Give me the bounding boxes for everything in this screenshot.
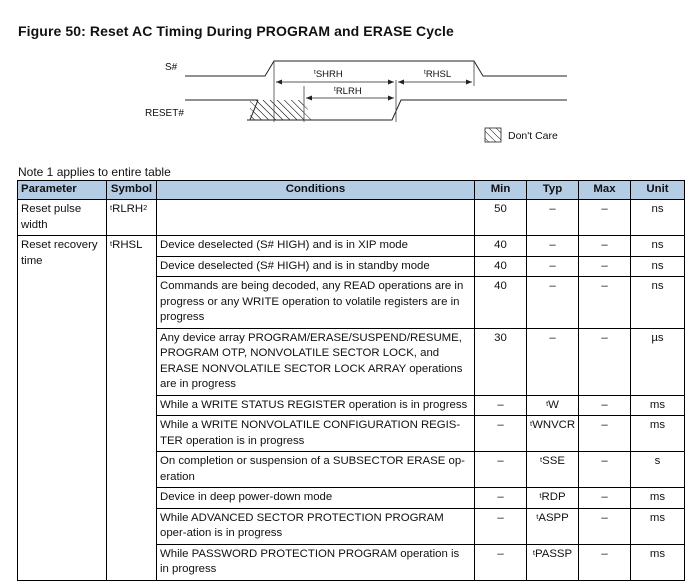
tshrh-label: $^t$SHRH xyxy=(314,69,343,80)
header-parameter: Parameter xyxy=(18,181,107,200)
condition-cell: While a WRITE STATUS REGISTER operation is in progress xyxy=(157,395,475,416)
symbol-cell: $^t$RLRH$^2$ xyxy=(107,200,157,236)
max-cell: – xyxy=(579,200,631,236)
condition-cell: Device in deep power-down mode xyxy=(157,488,475,509)
max-cell: – xyxy=(579,416,631,452)
trhsl-label: $^t$RHSL xyxy=(424,69,452,80)
parameter-cell: Reset recovery time xyxy=(18,236,107,581)
max-cell: – xyxy=(579,395,631,416)
min-cell: – xyxy=(475,488,527,509)
typ-cell: $^t$SSE xyxy=(527,452,579,488)
min-cell: 50 xyxy=(475,200,527,236)
max-cell: – xyxy=(579,544,631,580)
condition-cell: While PASSWORD PROTECTION PROGRAM operation is in progress xyxy=(157,544,475,580)
header-conditions: Conditions xyxy=(157,181,475,200)
typ-cell: – xyxy=(527,256,579,277)
typ-cell: $^t$W xyxy=(527,395,579,416)
dont-care-legend-icon xyxy=(485,128,501,142)
max-cell: – xyxy=(579,452,631,488)
unit-cell: s xyxy=(631,452,685,488)
typ-cell: – xyxy=(527,277,579,329)
typ-cell: $^t$ASPP xyxy=(527,508,579,544)
min-cell: – xyxy=(475,416,527,452)
unit-cell: ns xyxy=(631,200,685,236)
unit-cell: ms xyxy=(631,544,685,580)
dont-care-legend-label: Don't Care xyxy=(508,130,558,142)
min-cell: – xyxy=(475,508,527,544)
max-cell: – xyxy=(579,508,631,544)
typ-cell: $^t$PASSP xyxy=(527,544,579,580)
typ-cell: $^t$WNVCR xyxy=(527,416,579,452)
header-typ: Typ xyxy=(527,181,579,200)
unit-cell: ns xyxy=(631,236,685,257)
min-cell: – xyxy=(475,452,527,488)
unit-cell: ms xyxy=(631,508,685,544)
unit-cell: ms xyxy=(631,395,685,416)
max-cell: – xyxy=(579,256,631,277)
condition-cell: Device deselected (S# HIGH) and is in standby mode xyxy=(157,256,475,277)
table-header-row xyxy=(18,181,685,200)
reset-timing-table xyxy=(17,180,685,581)
condition-cell: Commands are being decoded, any READ operations are in progress or any WRITE operation to volatile registers are in progress xyxy=(157,277,475,329)
min-cell: 40 xyxy=(475,277,527,329)
header-min: Min xyxy=(475,181,527,200)
table-row xyxy=(18,200,685,236)
condition-cell: Device deselected (S# HIGH) and is in XIP mode xyxy=(157,236,475,257)
trlrh-label: $^t$RLRH xyxy=(334,86,362,97)
typ-cell: – xyxy=(527,236,579,257)
max-cell: – xyxy=(579,328,631,395)
min-cell: 30 xyxy=(475,328,527,395)
min-cell: – xyxy=(475,395,527,416)
timing-diagram xyxy=(0,0,700,160)
condition-cell: On completion or suspension of a SUBSECTOR ERASE op-eration xyxy=(157,452,475,488)
table-note: Note 1 applies to entire table xyxy=(18,165,171,179)
unit-cell: µs xyxy=(631,328,685,395)
typ-cell: $^t$RDP xyxy=(527,488,579,509)
typ-cell: – xyxy=(527,328,579,395)
figure-title: Figure 50: Reset AC Timing During PROGRAM and ERASE Cycle xyxy=(18,23,454,39)
unit-cell: ms xyxy=(631,416,685,452)
max-cell: – xyxy=(579,488,631,509)
unit-cell: ms xyxy=(631,488,685,509)
condition-cell: While ADVANCED SECTOR PROTECTION PROGRAM oper-ation is in progress xyxy=(157,508,475,544)
header-max: Max xyxy=(579,181,631,200)
header-symbol: Symbol xyxy=(107,181,157,200)
unit-cell: ns xyxy=(631,256,685,277)
s-signal-label: S# xyxy=(165,62,178,73)
reset-signal-label: RESET# xyxy=(145,108,184,119)
condition-cell: Any device array PROGRAM/ERASE/SUSPEND/RESUME, PROGRAM OTP, NONVOLATILE SECTOR LOCK, and ERASE NONVOLATILE SECTOR LOCK ARRAY operations are in progress xyxy=(157,328,475,395)
condition-cell: While a WRITE NONVOLATILE CONFIGURATION REGIS-TER operation is in progress xyxy=(157,416,475,452)
table-row xyxy=(18,236,685,257)
unit-cell: ns xyxy=(631,277,685,329)
max-cell: – xyxy=(579,277,631,329)
parameter-cell: Reset pulse width xyxy=(18,200,107,236)
max-cell: – xyxy=(579,236,631,257)
condition-cell xyxy=(157,200,475,236)
typ-cell: – xyxy=(527,200,579,236)
min-cell: 40 xyxy=(475,236,527,257)
min-cell: – xyxy=(475,544,527,580)
symbol-cell: $^t$RHSL xyxy=(107,236,157,581)
header-unit: Unit xyxy=(631,181,685,200)
min-cell: 40 xyxy=(475,256,527,277)
s-waveform xyxy=(185,61,567,76)
